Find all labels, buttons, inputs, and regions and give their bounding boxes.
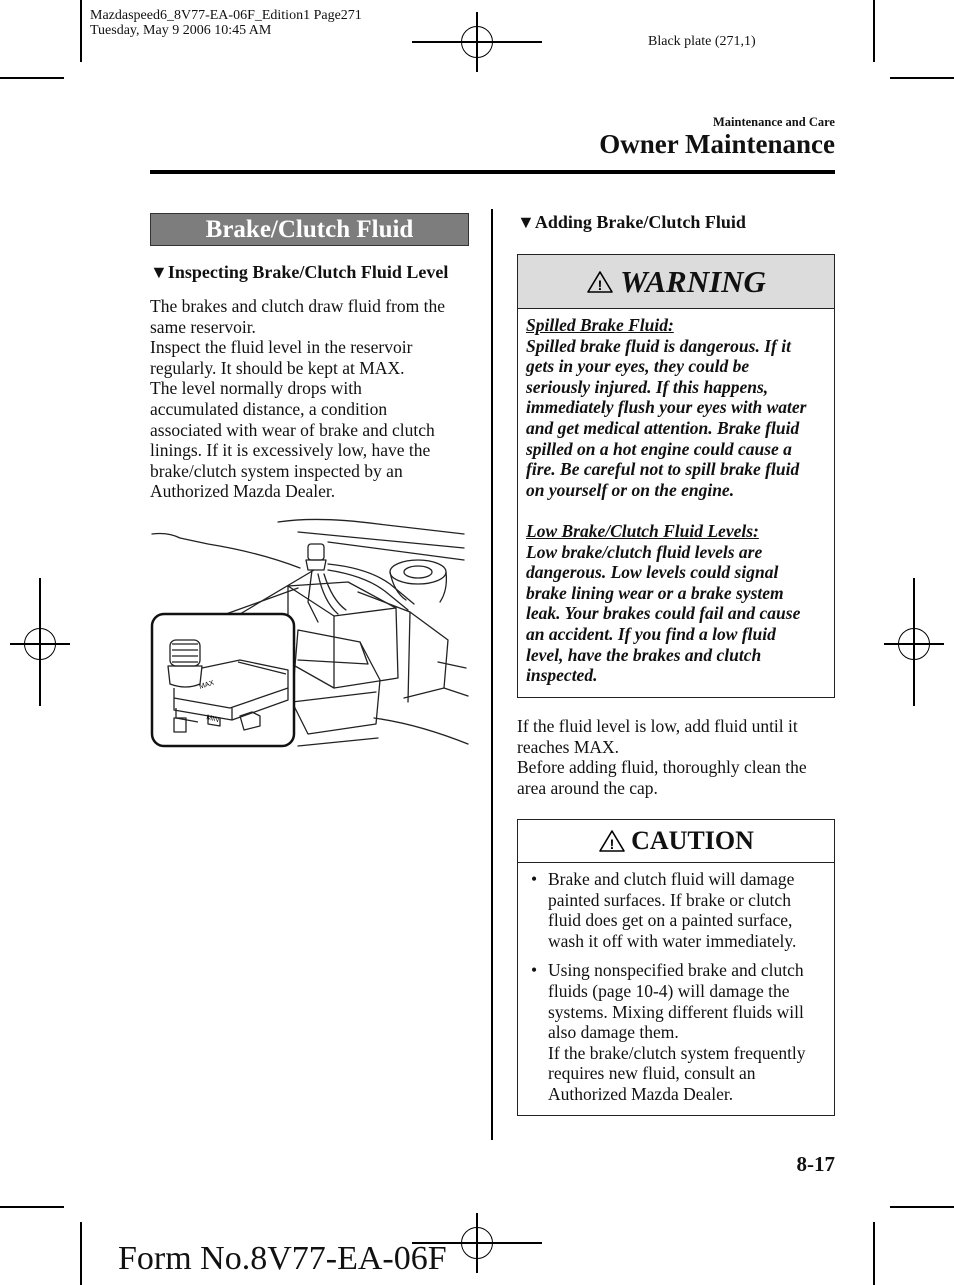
- caution-list: [518, 863, 834, 1105]
- crop-mark: [0, 77, 64, 79]
- section-label: Maintenance and Care: [713, 115, 835, 129]
- page-title: Owner Maintenance: [599, 129, 835, 159]
- text-line: accumulated distance, a condition: [150, 398, 388, 419]
- text-line: inspected.: [526, 665, 598, 686]
- section-banner: [150, 213, 469, 246]
- bullet-icon: •: [531, 960, 538, 981]
- text-line: Authorized Mazda Dealer.: [548, 1083, 734, 1104]
- text-line: Brake and clutch fluid will damage: [548, 869, 795, 889]
- text-line: linings. If it is excessively low, have the: [150, 440, 431, 461]
- header-rule: [150, 170, 835, 174]
- text-line: on yourself or on the engine.: [526, 479, 735, 500]
- text-line: leak. Your brakes could fail and cause: [526, 603, 801, 624]
- text-line: fluids (page 10-4) will damage the: [548, 980, 790, 1001]
- print-file-line: Mazdaspeed6_8V77-EA-06F_Edition1 Page271: [90, 8, 362, 23]
- text-line: dangerous. Low levels could signal: [526, 562, 779, 583]
- text-line: an accident. If you find a low fluid: [526, 623, 776, 644]
- text-line: If the fluid level is low, add fluid until it: [517, 716, 798, 736]
- subhead-adding: [517, 212, 746, 233]
- print-date-line: Tuesday, May 9 2006 10:45 AM: [90, 23, 272, 38]
- triangle-down-icon: ▼: [517, 212, 535, 232]
- warning-heading-low-levels: Low Brake/Clutch Fluid Levels:: [526, 520, 759, 541]
- max-label: MAX: [198, 679, 216, 691]
- text-line: spilled on a hot engine could cause a: [526, 438, 792, 459]
- text-line: Low brake/clutch fluid levels are: [526, 541, 763, 562]
- subhead-inspecting-text: Inspecting Brake/Clutch Fluid Level: [167, 262, 449, 282]
- text-line: Using nonspecified brake and clutch: [548, 960, 804, 981]
- subhead-inspecting: [150, 262, 448, 283]
- crop-mark: [80, 0, 82, 62]
- text-line: The brakes and clutch draw fluid from the: [150, 296, 445, 316]
- text-line: immediately flush your eyes with water: [526, 397, 807, 418]
- bullet-icon: •: [531, 869, 538, 889]
- text-line: Spilled brake fluid is dangerous. If it: [526, 335, 791, 356]
- text-line: If the brake/clutch system frequently: [548, 1042, 806, 1063]
- crop-mark: [0, 1206, 64, 1208]
- caution-symbol: !: [609, 836, 615, 852]
- crop-mark: [890, 77, 954, 79]
- text-line: and get medical attention. Brake fluid: [526, 417, 800, 438]
- brake-reservoir-illustration: [148, 512, 470, 752]
- text-line: reaches MAX.: [517, 736, 620, 757]
- plate-label: Black plate (271,1): [648, 34, 756, 49]
- registration-line: [39, 578, 41, 706]
- section-banner-title: Brake/Clutch Fluid: [205, 215, 414, 243]
- warning-text-spilled: [526, 336, 826, 501]
- caution-header: [518, 820, 834, 863]
- text-line: level, have the brakes and clutch: [526, 644, 762, 665]
- column-divider: [491, 209, 493, 1140]
- caution-triangle-icon: [598, 829, 626, 853]
- warning-header: [518, 255, 834, 309]
- text-line: fire. Be careful not to spill brake fluid: [526, 459, 800, 480]
- list-item: [518, 869, 834, 951]
- text-line: requires new fluid, consult an: [548, 1063, 756, 1084]
- crop-mark: [890, 1206, 954, 1208]
- caution-title: CAUTION: [631, 826, 754, 855]
- triangle-down-icon: ▼: [150, 262, 168, 282]
- crop-mark: [80, 1222, 82, 1285]
- text-line: wash it off with water immediately.: [548, 930, 797, 951]
- text-line: gets in your eyes, they could be: [526, 356, 750, 377]
- registration-line: [913, 578, 915, 706]
- form-number: Form No.8V77-EA-06F: [118, 1240, 447, 1277]
- text-line: fluid does get on a painted surface,: [548, 910, 793, 931]
- subhead-adding-text: Adding Brake/Clutch Fluid: [534, 212, 746, 232]
- registration-line: [412, 41, 542, 43]
- text-line: brake lining wear or a brake system: [526, 582, 784, 603]
- crop-mark: [873, 0, 875, 62]
- warning-text-low-levels: [526, 542, 826, 686]
- crop-mark: [873, 1222, 875, 1285]
- warning-box: [517, 254, 835, 698]
- text-line: seriously injured. If this happens,: [526, 376, 769, 397]
- warning-symbol: !: [597, 276, 603, 293]
- list-item: [518, 960, 834, 1104]
- text-line: painted surfaces. If brake or clutch: [548, 889, 791, 910]
- text-line: same reservoir.: [150, 316, 256, 337]
- warning-heading-spilled: Spilled Brake Fluid:: [526, 315, 674, 335]
- text-line: The level normally drops with: [150, 378, 362, 399]
- adding-paragraph: [517, 716, 837, 798]
- warning-triangle-icon: [586, 270, 614, 294]
- page-number: 8-17: [796, 1152, 835, 1176]
- text-line: regularly. It should be kept at MAX.: [150, 357, 405, 378]
- inspecting-paragraph: [150, 296, 480, 502]
- min-label: MIN: [205, 714, 220, 725]
- text-line: Authorized Mazda Dealer.: [150, 481, 336, 502]
- text-line: associated with wear of brake and clutch: [150, 419, 435, 440]
- text-line: Before adding fluid, thoroughly clean the: [517, 757, 807, 778]
- text-line: brake/clutch system inspected by an: [150, 460, 403, 481]
- caution-box: [517, 819, 835, 1116]
- text-line: area around the cap.: [517, 777, 658, 798]
- text-line: Inspect the fluid level in the reservoir: [150, 337, 413, 358]
- text-line: also damage them.: [548, 1022, 679, 1043]
- text-line: systems. Mixing different fluids will: [548, 1001, 804, 1022]
- warning-title: WARNING: [620, 263, 766, 299]
